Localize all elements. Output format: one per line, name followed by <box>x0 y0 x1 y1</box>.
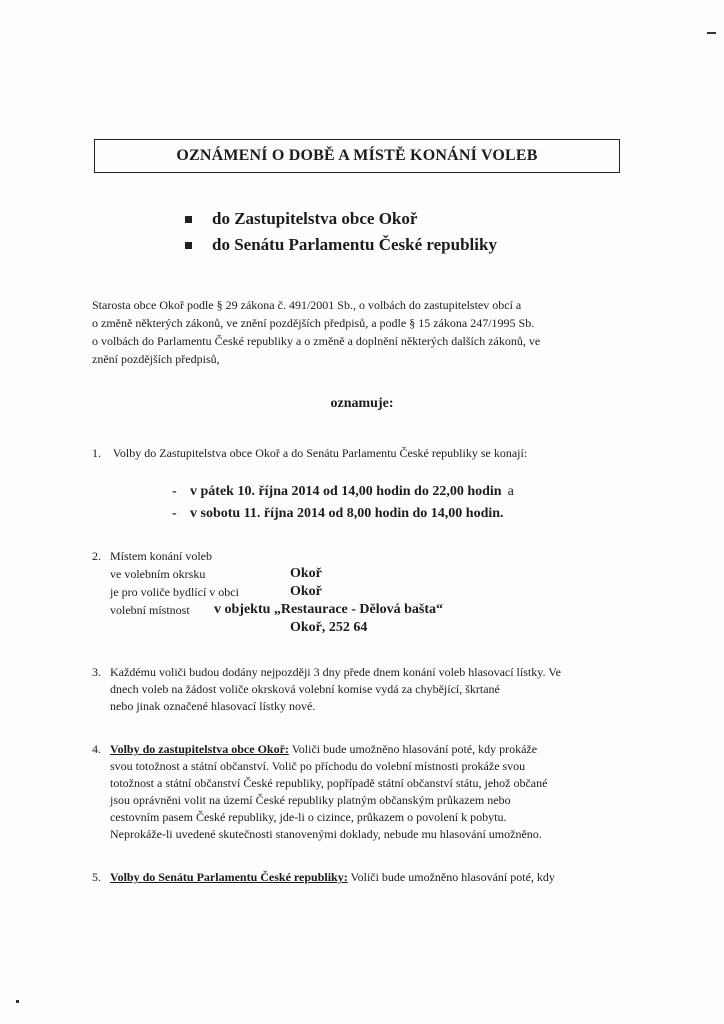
item-2-value: Okoř <box>290 566 322 581</box>
item-4 <box>92 741 632 843</box>
item-4-line: totožnost a státní občanství České republiky, popřípadě státní občanství státu, jehož občané <box>110 776 548 790</box>
item-5-line <box>92 869 632 886</box>
item-2-label: volební místnost <box>110 602 190 617</box>
item-1-text: Volby do Zastupitelstva obce Okoř a do Senátu Parlamentu České republiky se konají: <box>112 446 528 460</box>
announces-heading: oznamuje: <box>330 396 394 411</box>
scan-speck <box>707 32 716 34</box>
item-4-line: svou totožnost a státní občanství. Volič po příchodu do volební místnosti prokáže svou <box>110 759 526 773</box>
item-4-line: cestovním pasem České republiky, jde-li o cizince, průkazem o povolení k pobytu. <box>110 810 507 824</box>
item-3-line: nebo jinak označené hlasovací lístky nové. <box>110 699 316 713</box>
item-number: 4. <box>92 742 101 756</box>
square-bullet-icon <box>185 242 192 249</box>
item-3-line: dnech voleb na žádost voliče okrsková volební komise vydá za chybějící, škrtané <box>110 682 500 696</box>
scan-speck <box>16 1000 19 1003</box>
item-number: 1. <box>92 446 101 460</box>
item-2-value: Okoř <box>290 584 322 599</box>
item-1 <box>92 446 527 461</box>
date-tail: a <box>507 484 514 499</box>
intro-line: znění pozdějších předpisů, <box>92 352 220 366</box>
item-4-heading: Volby do zastupitelstva obce Okoř: <box>110 742 289 756</box>
bullet-text: do Senátu Parlamentu České republiky <box>212 235 497 254</box>
item-number: 3. <box>92 665 101 679</box>
item-2-row <box>92 619 443 637</box>
title-box <box>94 139 620 173</box>
date-text: v sobotu 11. října 2014 od 8,00 hodin do 14,00 hodin. <box>190 506 504 521</box>
date-row <box>172 503 514 525</box>
item-3-text: Každému voliči budou dodány nejpozději 3 dny přede dnem konání voleb hlasovací lístky. Ve <box>110 665 561 679</box>
document-title: OZNÁMENÍ O DOBĚ A MÍSTĚ KONÁNÍ VOLEB <box>176 147 538 164</box>
item-2-label: je pro voliče bydlící v obci <box>110 584 239 599</box>
item-4-line: Neprokáže-li uvedené skutečnosti stanovenými doklady, nebude mu hlasování umožněno. <box>110 827 542 841</box>
date-dash: - <box>172 484 177 499</box>
item-2-label: ve volebním okrsku <box>110 566 206 581</box>
date-row <box>172 481 514 503</box>
square-bullet-icon <box>185 216 192 223</box>
item-2-row <box>92 583 443 601</box>
intro-paragraph <box>92 296 632 368</box>
item-2-row <box>92 547 443 565</box>
item-2-row <box>92 565 443 583</box>
item-2-value: v objektu „Restaurace - Dělová bašta“ <box>214 602 444 617</box>
item-4-text: Voliči bude umožněno hlasování poté, kdy prokáže <box>288 742 538 756</box>
bullet-item <box>185 206 497 232</box>
intro-line: Starosta obce Okoř podle § 29 zákona č. 491/2001 Sb., o volbách do zastupitelstev obcí a <box>92 298 522 312</box>
item-3-line <box>92 664 632 681</box>
item-2-line: Místem konání voleb <box>110 548 212 563</box>
item-2-row <box>92 601 443 619</box>
item-2-value: Okoř, 252 64 <box>290 620 368 635</box>
item-number: 2. <box>92 548 101 563</box>
item-4-line <box>92 741 632 758</box>
item-5-heading: Volby do Senátu Parlamentu České republiky: <box>110 870 348 884</box>
intro-line: o volbách do Parlamentu České republiky a o změně a doplnění některých dalších zákonů, ve <box>92 334 541 348</box>
item-5-text: Voliči bude umožněno hlasování poté, kdy <box>347 870 555 884</box>
date-dash: - <box>172 506 177 521</box>
item-2 <box>92 547 443 637</box>
date-text: v pátek 10. října 2014 od 14,00 hodin do 22,00 hodin <box>190 484 502 499</box>
bullet-item <box>185 232 497 258</box>
item-4-line: jsou oprávněni volit na území České republiky platným občanským průkazem nebo <box>110 793 511 807</box>
election-bullet-list <box>185 206 497 258</box>
item-number: 5. <box>92 870 101 884</box>
bullet-text: do Zastupitelstva obce Okoř <box>212 209 418 228</box>
election-dates <box>172 481 514 525</box>
item-5 <box>92 869 632 886</box>
intro-line: o změně některých zákonů, ve znění pozdějších předpisů, a podle § 15 zákona 247/1995 Sb. <box>92 316 535 330</box>
item-3 <box>92 664 632 715</box>
